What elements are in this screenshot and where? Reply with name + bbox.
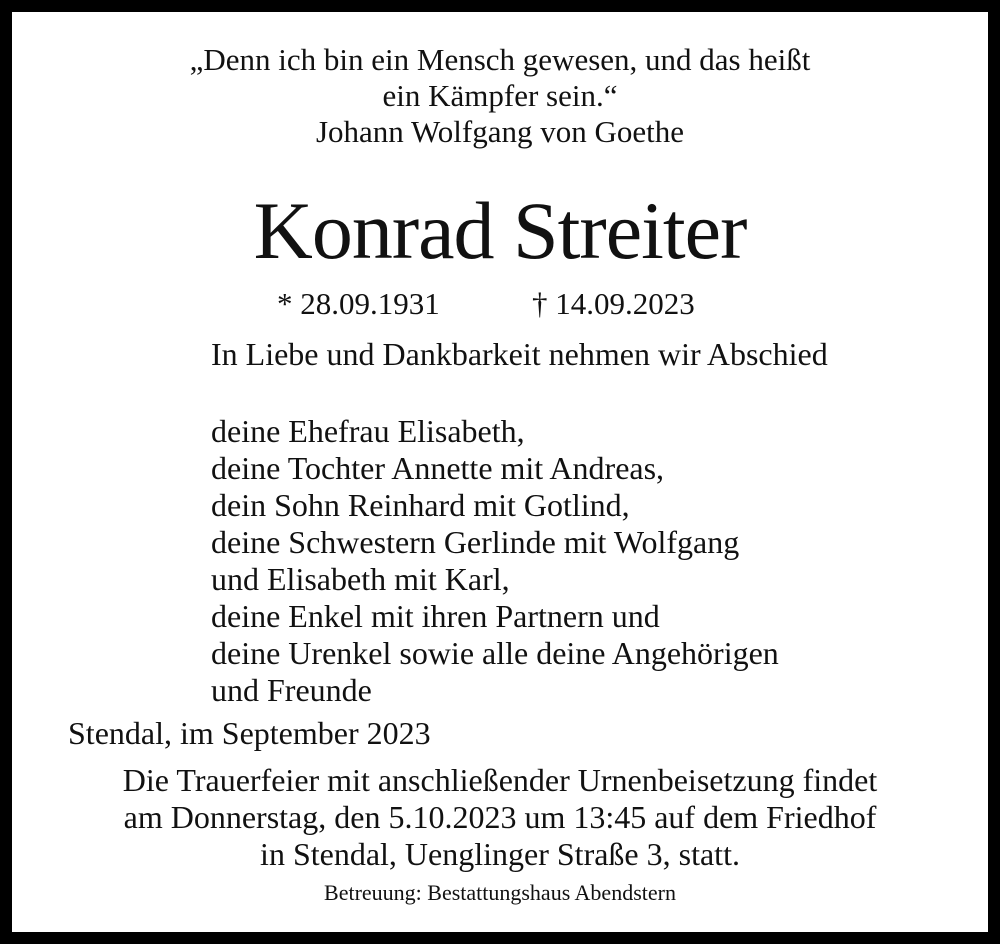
- deceased-name: Konrad Streiter: [253, 185, 747, 276]
- life-dates: [12, 288, 988, 322]
- place-and-date: Stendal, im September 2023: [68, 715, 431, 751]
- farewell-text: In Liebe und Dankbarkeit nehmen wir Abschied: [211, 336, 828, 372]
- family-member: deine Enkel mit ihren Partnern und: [211, 598, 660, 634]
- funeral-home-credit: Betreuung: Bestattungshaus Abendstern: [324, 880, 676, 905]
- family-member: und Freunde: [211, 672, 372, 708]
- family-member: und Elisabeth mit Karl,: [211, 561, 510, 597]
- family-member: deine Urenkel sowie alle deine Angehörigen: [211, 635, 779, 671]
- quote-line-2: ein Kämpfer sein.“: [382, 78, 618, 113]
- birth-date: * 28.09.1931: [277, 286, 440, 321]
- family-member: dein Sohn Reinhard mit Gotlind,: [211, 487, 630, 523]
- service-line-3: in Stendal, Uenglinger Straße 3, statt.: [260, 836, 740, 872]
- quote-line-1: „Denn ich bin ein Mensch gewesen, und das heißt: [189, 42, 811, 77]
- service-line-1: Die Trauerfeier mit anschließender Urnenbeisetzung findet: [122, 762, 878, 798]
- quote-author: Johann Wolfgang von Goethe: [315, 114, 684, 149]
- service-line-2: am Donnerstag, den 5.10.2023 um 13:45 auf dem Friedhof: [123, 799, 877, 835]
- death-date: † 14.09.2023: [532, 286, 695, 321]
- family-member: deine Tochter Annette mit Andreas,: [211, 450, 665, 486]
- family-member: deine Schwestern Gerlinde mit Wolfgang: [211, 524, 740, 560]
- obituary-notice: [12, 12, 988, 932]
- family-member: deine Ehefrau Elisabeth,: [211, 413, 525, 449]
